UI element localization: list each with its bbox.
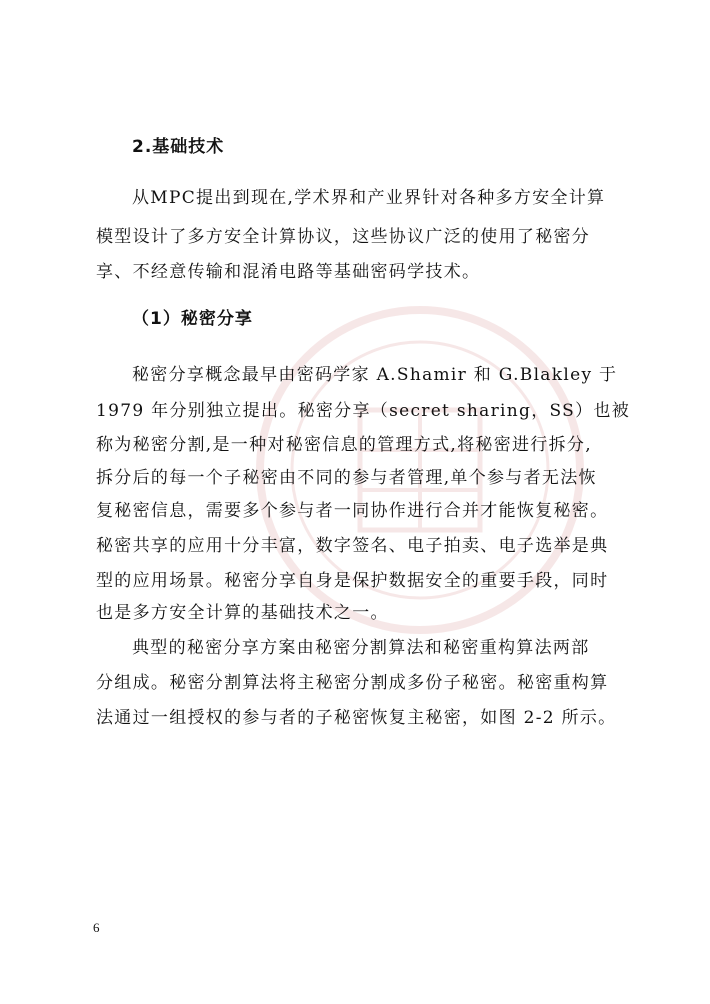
paragraph-line: 称为秘密分割,是一种对秘密信息的管理方式,将秘密进行拆分, bbox=[96, 435, 592, 455]
paragraph-line: 1979 年分别独立提出。秘密分享（secret sharing，SS）也被 bbox=[96, 401, 630, 421]
paragraph-line: 享、不经意传输和混淆电路等基础密码学技术。 bbox=[96, 262, 481, 282]
paragraph-line: 分组成。秘密分割算法将主秘密分割成多份子秘密。秘密重构算 bbox=[96, 673, 609, 693]
paragraph-line: 也是多方安全计算的基础技术之一。 bbox=[96, 603, 389, 623]
paragraph-line: 从MPC提出到现在,学术界和产业界针对各种多方安全计算 bbox=[132, 188, 606, 208]
page-number: 6 bbox=[93, 920, 100, 935]
subsection-title: （1）秘密分享 bbox=[132, 309, 253, 329]
paragraph-line: 秘密共享的应用十分丰富，数字签名、电子拍卖、电子选举是典 bbox=[96, 536, 609, 556]
paragraph-line: 秘密分享概念最早由密码学家 A.Shamir 和 G.Blakley 于 bbox=[132, 365, 618, 385]
paragraph-line: 模型设计了多方安全计算协议，这些协议广泛的使用了秘密分 bbox=[96, 227, 591, 247]
paragraph-line: 复秘密信息，需要多个参与者一同协作进行合并才能恢复秘密。 bbox=[96, 501, 609, 521]
section-title: 2.基础技术 bbox=[132, 137, 225, 157]
paragraph-line: 典型的秘密分享方案由秘密分割算法和秘密重构算法两部 bbox=[132, 638, 590, 658]
paragraph-line: 法通过一组授权的参与者的子秘密恢复主秘密，如图 2-2 所示。 bbox=[96, 708, 617, 728]
paragraph-line: 型的应用场景。秘密分享自身是保护数据安全的重要手段，同时 bbox=[96, 571, 609, 591]
paragraph-line: 拆分后的每一个子秘密由不同的参与者管理,单个参与者无法恢 bbox=[96, 468, 597, 488]
